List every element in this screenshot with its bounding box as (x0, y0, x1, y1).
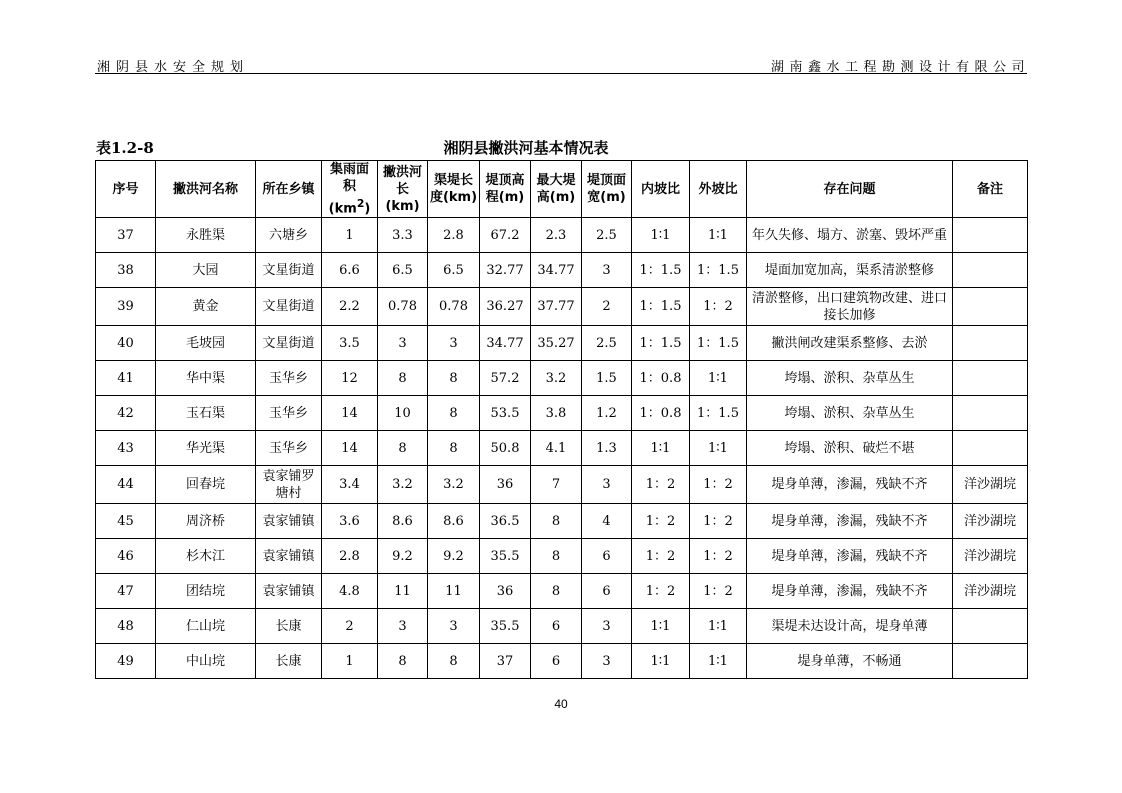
cell-name: 中山垸 (156, 644, 256, 679)
cell-issues: 垮塌、淤积、破烂不堪 (747, 431, 953, 466)
cell-river-length: 8 (378, 431, 428, 466)
col-header-town: 所在乡镇 (256, 161, 322, 218)
cell-notes (953, 253, 1028, 288)
col-header-max-height-line2: 高(m) (536, 190, 576, 206)
cell-river-length: 8 (378, 644, 428, 679)
table-row (96, 466, 1028, 504)
cell-crest-elevation: 36.5 (480, 504, 531, 539)
cell-river-length: 8.6 (378, 504, 428, 539)
cell-dike-length: 2.8 (428, 218, 480, 253)
cell-inner-slope: 1∶1 (632, 431, 690, 466)
cell-no: 37 (96, 218, 156, 253)
cell-town: 文星街道 (256, 326, 322, 361)
cell-inner-slope: 1：2 (632, 574, 690, 609)
cell-catchment-area: 14 (322, 396, 378, 431)
cell-no: 40 (96, 326, 156, 361)
cell-issues: 堤身单薄，渗漏，残缺不齐 (747, 504, 953, 539)
cell-catchment-area: 2.8 (322, 539, 378, 574)
table-row (96, 253, 1028, 288)
cell-dike-length: 6.5 (428, 253, 480, 288)
cell-dike-length: 8.6 (428, 504, 480, 539)
cell-crest-width: 6 (582, 574, 632, 609)
col-header-issues: 存在问题 (747, 161, 953, 218)
table-row (96, 361, 1028, 396)
cell-issues: 堤身单薄，不畅通 (747, 644, 953, 679)
cell-crest-elevation: 53.5 (480, 396, 531, 431)
cell-outer-slope: 1：1.5 (690, 326, 747, 361)
cell-notes (953, 644, 1028, 679)
cell-crest-width: 1.2 (582, 396, 632, 431)
cell-town: 玉华乡 (256, 396, 322, 431)
table-body (96, 218, 1028, 679)
cell-outer-slope: 1：2 (690, 504, 747, 539)
cell-catchment-area: 1 (322, 218, 378, 253)
cell-notes (953, 361, 1028, 396)
cell-crest-width: 3 (582, 466, 632, 504)
cell-catchment-area: 4.8 (322, 574, 378, 609)
cell-crest-elevation: 32.77 (480, 253, 531, 288)
cell-crest-width: 2.5 (582, 218, 632, 253)
cell-river-length: 8 (378, 361, 428, 396)
col-header-crest-elevation-line2: 程(m) (485, 190, 525, 206)
cell-inner-slope: 1：2 (632, 539, 690, 574)
table-row (96, 396, 1028, 431)
cell-no: 48 (96, 609, 156, 644)
cell-catchment-area: 3.5 (322, 326, 378, 361)
cell-no: 47 (96, 574, 156, 609)
cell-no: 39 (96, 288, 156, 326)
cell-outer-slope: 1∶1 (690, 431, 747, 466)
cell-max-height: 7 (531, 466, 582, 504)
cell-catchment-area: 14 (322, 431, 378, 466)
cell-name: 华光渠 (156, 431, 256, 466)
col-header-dike-length-line1: 渠堤长 (433, 173, 473, 189)
cell-crest-elevation: 67.2 (480, 218, 531, 253)
cell-crest-elevation: 37 (480, 644, 531, 679)
col-header-crest-elevation-line1: 堤顶高 (485, 173, 525, 189)
cell-crest-width: 1.5 (582, 361, 632, 396)
cell-town: 六塘乡 (256, 218, 322, 253)
col-header-catchment-area-sup: 2 (356, 197, 365, 210)
header-left-title: 湘阴县水安全规划 (97, 60, 250, 75)
cell-name: 大园 (156, 253, 256, 288)
cell-inner-slope: 1：1.5 (632, 253, 690, 288)
cell-max-height: 8 (531, 539, 582, 574)
cell-outer-slope: 1∶1 (690, 609, 747, 644)
cell-notes: 洋沙湖垸 (953, 574, 1028, 609)
cell-inner-slope: 1：2 (632, 466, 690, 504)
cell-dike-length: 3.2 (428, 466, 480, 504)
cell-name: 华中渠 (156, 361, 256, 396)
cell-outer-slope: 1：2 (690, 574, 747, 609)
cell-notes (953, 326, 1028, 361)
cell-issues: 堤身单薄，渗漏，残缺不齐 (747, 466, 953, 504)
cell-town: 袁家铺镇 (256, 504, 322, 539)
col-header-crest-elevation (480, 161, 531, 218)
cell-crest-elevation: 57.2 (480, 361, 531, 396)
cell-no: 42 (96, 396, 156, 431)
cell-no: 44 (96, 466, 156, 504)
table-row (96, 609, 1028, 644)
cell-issues: 垮塌、淤积、杂草丛生 (747, 361, 953, 396)
cell-max-height: 37.77 (531, 288, 582, 326)
cell-town: 袁家铺镇 (256, 574, 322, 609)
cell-river-length: 11 (378, 574, 428, 609)
cell-river-length: 3.2 (378, 466, 428, 504)
cell-name: 黄金 (156, 288, 256, 326)
cell-no: 46 (96, 539, 156, 574)
cell-outer-slope: 1∶1 (690, 218, 747, 253)
table-number: 表1.2-8 (96, 139, 154, 157)
header-divider (95, 73, 1027, 74)
cell-outer-slope: 1∶1 (690, 644, 747, 679)
cell-crest-elevation: 35.5 (480, 539, 531, 574)
table-title: 湘阴县撇洪河基本情况表 (443, 139, 609, 157)
table-row (96, 574, 1028, 609)
cell-name: 回春垸 (156, 466, 256, 504)
header-right-company: 湖南鑫水工程勘测设计有限公司 (770, 60, 1030, 75)
col-header-name: 撇洪河名称 (156, 161, 256, 218)
cell-no: 49 (96, 644, 156, 679)
col-header-crest-width (582, 161, 632, 218)
col-header-crest-width-line2: 宽(m) (587, 190, 626, 206)
cell-inner-slope: 1：2 (632, 504, 690, 539)
cell-river-length: 9.2 (378, 539, 428, 574)
cell-no: 38 (96, 253, 156, 288)
cell-catchment-area: 1 (322, 644, 378, 679)
cell-notes: 洋沙湖垸 (953, 504, 1028, 539)
cell-river-length: 0.78 (378, 288, 428, 326)
flood-diversion-table (95, 160, 1028, 679)
cell-town: 袁家铺罗塘村 (256, 466, 322, 504)
cell-outer-slope: 1：1.5 (690, 253, 747, 288)
cell-issues: 堤面加宽加高，渠系清淤整修 (747, 253, 953, 288)
col-header-river-length-line2: 长(km) (385, 181, 420, 214)
cell-crest-elevation: 36 (480, 466, 531, 504)
cell-crest-width: 1.3 (582, 431, 632, 466)
cell-river-length: 3 (378, 609, 428, 644)
col-header-inner-slope: 内坡比 (632, 161, 690, 218)
cell-river-length: 3.3 (378, 218, 428, 253)
cell-no: 41 (96, 361, 156, 396)
cell-dike-length: 8 (428, 361, 480, 396)
cell-inner-slope: 1：0.8 (632, 396, 690, 431)
cell-catchment-area: 2 (322, 609, 378, 644)
table-row (96, 288, 1028, 326)
cell-catchment-area: 3.6 (322, 504, 378, 539)
cell-notes (953, 431, 1028, 466)
cell-notes: 洋沙湖垸 (953, 539, 1028, 574)
cell-crest-elevation: 34.77 (480, 326, 531, 361)
cell-max-height: 8 (531, 504, 582, 539)
col-header-dike-length (428, 161, 480, 218)
cell-issues: 渠堤未达设计高，堤身单薄 (747, 609, 953, 644)
col-header-catchment-area-line2: 积(km (328, 179, 357, 217)
page-number: 40 (554, 697, 568, 711)
cell-max-height: 3.8 (531, 396, 582, 431)
cell-notes: 洋沙湖垸 (953, 466, 1028, 504)
cell-inner-slope: 1∶1 (632, 218, 690, 253)
cell-town: 袁家铺镇 (256, 539, 322, 574)
col-header-dike-length-line2: 度(km) (429, 190, 478, 206)
col-header-crest-width-line1: 堤顶面 (586, 173, 626, 189)
cell-crest-elevation: 50.8 (480, 431, 531, 466)
cell-outer-slope: 1：2 (690, 539, 747, 574)
cell-dike-length: 9.2 (428, 539, 480, 574)
cell-dike-length: 11 (428, 574, 480, 609)
cell-max-height: 4.1 (531, 431, 582, 466)
cell-max-height: 35.27 (531, 326, 582, 361)
cell-no: 45 (96, 504, 156, 539)
col-header-notes: 备注 (953, 161, 1028, 218)
col-header-river-length (378, 161, 428, 218)
cell-dike-length: 8 (428, 431, 480, 466)
cell-dike-length: 8 (428, 644, 480, 679)
cell-catchment-area: 6.6 (322, 253, 378, 288)
cell-dike-length: 0.78 (428, 288, 480, 326)
cell-issues: 撇洪闸改建渠系整修、去淤 (747, 326, 953, 361)
cell-catchment-area: 12 (322, 361, 378, 396)
cell-name: 杉木江 (156, 539, 256, 574)
cell-crest-width: 3 (582, 253, 632, 288)
cell-issues: 年久失修、塌方、淤塞、毁坏严重 (747, 218, 953, 253)
table-row (96, 326, 1028, 361)
cell-max-height: 34.77 (531, 253, 582, 288)
cell-crest-elevation: 36 (480, 574, 531, 609)
cell-inner-slope: 1：1.5 (632, 288, 690, 326)
col-header-catchment-area (322, 161, 378, 218)
cell-crest-elevation: 36.27 (480, 288, 531, 326)
cell-max-height: 8 (531, 574, 582, 609)
cell-dike-length: 8 (428, 396, 480, 431)
col-header-max-height (531, 161, 582, 218)
cell-inner-slope: 1：0.8 (632, 361, 690, 396)
cell-town: 玉华乡 (256, 361, 322, 396)
cell-crest-elevation: 35.5 (480, 609, 531, 644)
cell-crest-width: 2.5 (582, 326, 632, 361)
cell-notes (953, 396, 1028, 431)
cell-name: 永胜渠 (156, 218, 256, 253)
cell-town: 长康 (256, 609, 322, 644)
cell-name: 团结垸 (156, 574, 256, 609)
cell-catchment-area: 3.4 (322, 466, 378, 504)
cell-outer-slope: 1∶1 (690, 361, 747, 396)
cell-river-length: 6.5 (378, 253, 428, 288)
cell-crest-width: 3 (582, 609, 632, 644)
col-header-no: 序号 (96, 161, 156, 218)
cell-dike-length: 3 (428, 609, 480, 644)
cell-river-length: 3 (378, 326, 428, 361)
cell-town: 文星街道 (256, 288, 322, 326)
cell-notes (953, 218, 1028, 253)
cell-no: 43 (96, 431, 156, 466)
cell-name: 毛坡园 (156, 326, 256, 361)
cell-crest-width: 6 (582, 539, 632, 574)
cell-town: 长康 (256, 644, 322, 679)
cell-outer-slope: 1：1.5 (690, 396, 747, 431)
cell-max-height: 3.2 (531, 361, 582, 396)
table-row (96, 218, 1028, 253)
cell-inner-slope: 1∶1 (632, 609, 690, 644)
col-header-river-length-line1: 撇洪河 (382, 164, 422, 180)
cell-catchment-area: 2.2 (322, 288, 378, 326)
col-header-catchment-area-line1: 集雨面 (329, 162, 369, 177)
cell-outer-slope: 1：2 (690, 466, 747, 504)
cell-crest-width: 4 (582, 504, 632, 539)
table-row (96, 644, 1028, 679)
cell-issues: 垮塌、淤积、杂草丛生 (747, 396, 953, 431)
table-row (96, 431, 1028, 466)
cell-inner-slope: 1∶1 (632, 644, 690, 679)
col-header-outer-slope: 外坡比 (690, 161, 747, 218)
cell-max-height: 2.3 (531, 218, 582, 253)
cell-outer-slope: 1：2 (690, 288, 747, 326)
col-header-max-height-line1: 最大堤 (536, 173, 576, 189)
cell-issues: 堤身单薄，渗漏，残缺不齐 (747, 539, 953, 574)
cell-notes (953, 609, 1028, 644)
cell-max-height: 6 (531, 609, 582, 644)
cell-river-length: 10 (378, 396, 428, 431)
table-row (96, 539, 1028, 574)
cell-name: 周济桥 (156, 504, 256, 539)
cell-dike-length: 3 (428, 326, 480, 361)
cell-notes (953, 288, 1028, 326)
table-row (96, 504, 1028, 539)
cell-max-height: 6 (531, 644, 582, 679)
cell-name: 玉石渠 (156, 396, 256, 431)
cell-crest-width: 3 (582, 644, 632, 679)
cell-name: 仁山垸 (156, 609, 256, 644)
cell-crest-width: 2 (582, 288, 632, 326)
table-header-row (96, 161, 1028, 218)
cell-town: 文星街道 (256, 253, 322, 288)
cell-issues: 清淤整修，出口建筑物改建、进口接长加修 (747, 288, 953, 326)
col-header-catchment-area-close: ) (364, 201, 371, 217)
cell-inner-slope: 1：1.5 (632, 326, 690, 361)
cell-town: 玉华乡 (256, 431, 322, 466)
cell-issues: 堤身单薄，渗漏，残缺不齐 (747, 574, 953, 609)
